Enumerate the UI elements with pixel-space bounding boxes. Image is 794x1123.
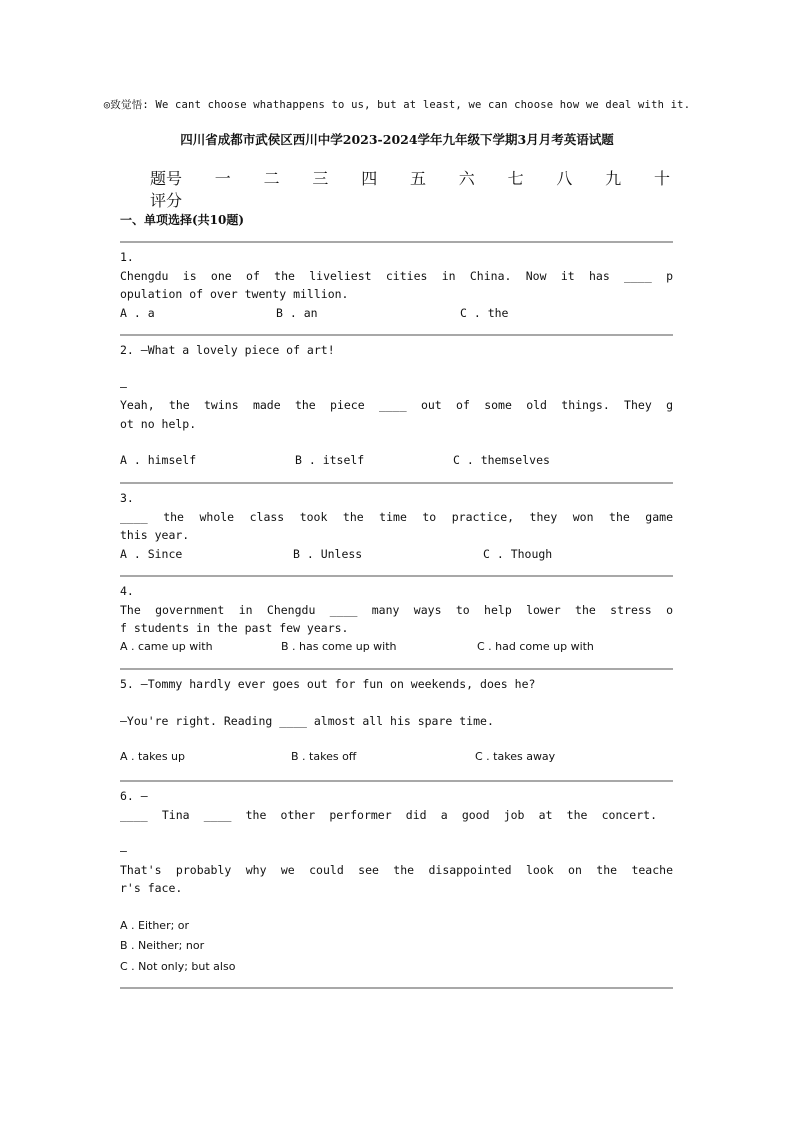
question-text: 2. —What a lovely piece of art! [120,343,335,357]
score-col: 九 [605,169,622,188]
question-text: 5. —Tommy hardly ever goes out for fun on weekends, does he? [120,677,536,691]
divider [120,575,673,577]
option-c[interactable]: C . themselves [453,453,550,467]
option-c[interactable]: C . takes away [475,750,556,763]
score-col: 五 [409,169,426,188]
option-c[interactable]: C . Not only; but also [120,959,236,973]
divider [120,668,673,670]
question-text: —You're right. Reading ____ almost all his spare time. [120,713,494,728]
question-1 [120,248,673,322]
option-c[interactable]: C . had come up with [477,639,594,653]
option-b[interactable]: B . Unless [293,546,363,561]
question-4 [120,582,673,656]
divider [120,482,673,484]
question-text: ____ Tina ____ the other performer did a good job at the concert. [120,807,657,822]
option-a[interactable]: A . a [120,305,155,320]
question-text: 6. — [120,789,148,803]
options-row [120,748,673,767]
section-title: 一、单项选择(共10题) [120,213,245,227]
question-5 [120,675,673,767]
options-row [120,304,673,323]
question-number: 4. [120,584,134,598]
score-col: 十 [653,169,670,188]
options-row [120,638,673,657]
option-b[interactable]: B . an [276,305,318,320]
score-col: 四 [361,169,378,188]
question-number: 3. [120,491,134,505]
score-col: 二 [263,169,280,188]
dialogue-dash: — [120,379,127,394]
question-text: f students in the past few years. [120,621,349,635]
question-text: That's probably why we could see the disappointed look on the teache [120,862,673,877]
divider [120,987,673,989]
option-c[interactable]: C . Though [483,546,553,561]
motto-text: ◎致觉悟: We cant choose whathappens to us, but at least, we can choose how we deal with it. [103,99,691,111]
score-col: 六 [458,169,475,188]
exam-title: 四川省成都市武侯区西川中学2023-2024学年九年级下学期3月月考英语试题 [180,132,614,147]
question-text: Yeah, the twins made the piece ____ out of some old things. They g [120,398,673,412]
option-b[interactable]: B . has come up with [281,639,397,653]
score-col: 三 [312,169,329,188]
score-header-row [150,166,670,188]
score-label-score: 评分 [150,191,183,210]
option-b[interactable]: B . takes off [291,750,357,763]
question-text: this year. [120,528,190,542]
question-2 [120,341,673,470]
score-label-question: 题号 [150,169,183,188]
option-a[interactable]: A . takes up [120,750,185,763]
question-3 [120,489,673,563]
score-col: 七 [507,169,524,188]
option-a[interactable]: A . came up with [120,639,213,653]
divider [120,334,673,336]
question-text: ot no help. [120,416,197,431]
option-a[interactable]: A . Since [120,546,183,561]
option-a[interactable]: A . himself [120,453,197,467]
option-b[interactable]: B . itself [295,453,365,467]
question-text: ____ the whole class took the time to practice, they won the game [120,509,673,524]
options-row [120,545,673,564]
question-text: Chengdu is one of the liveliest cities in China. Now it has ____ p [120,268,673,283]
question-number: 1. [120,250,134,264]
question-text: The government in Chengdu ____ many ways to help lower the stress o [120,602,673,617]
dialogue-dash: — [120,844,127,858]
question-6 [120,787,673,977]
question-text: r's face. [120,881,183,895]
options-row [120,451,673,470]
question-text: opulation of over twenty million. [120,287,349,301]
option-c[interactable]: C . the [460,305,509,320]
score-table [150,166,670,210]
divider [120,780,673,782]
divider [120,241,673,243]
option-a[interactable]: A . Either; or [120,918,190,932]
option-b[interactable]: B . Neither; nor [120,939,205,952]
score-col: 一 [214,169,231,188]
score-col: 八 [556,169,573,188]
